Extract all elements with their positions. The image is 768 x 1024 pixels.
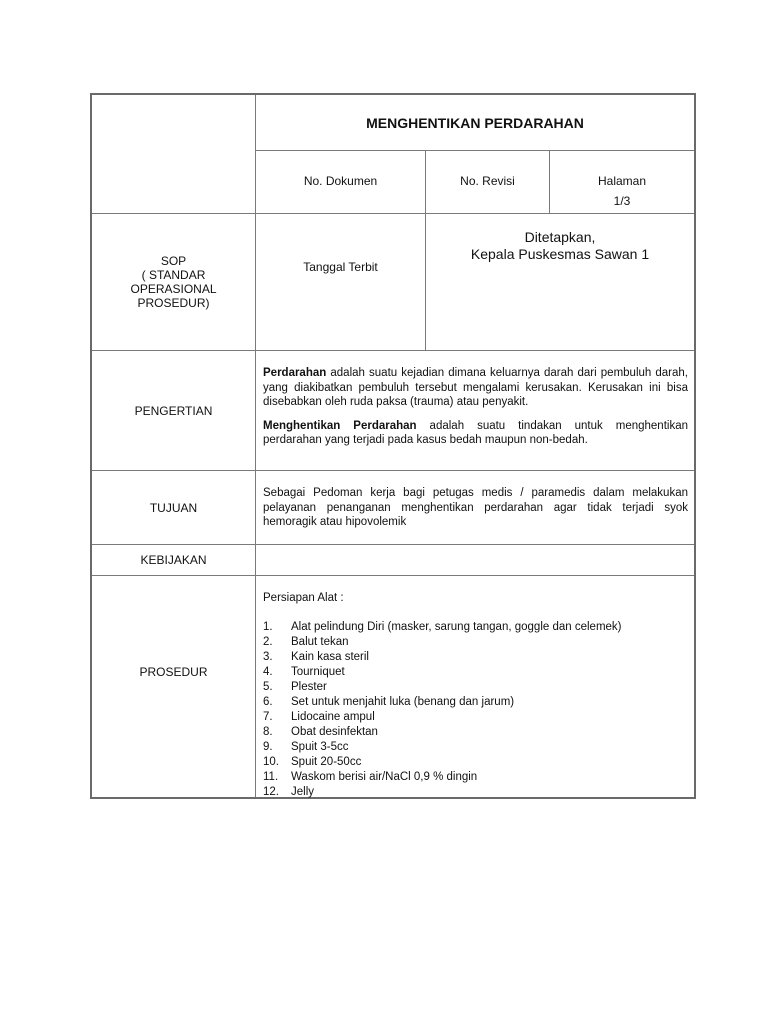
halaman-value: 1/3	[613, 194, 631, 208]
kebijakan-text	[263, 553, 688, 569]
perdarahan-term: Perdarahan	[263, 367, 327, 379]
alat-item-text: Alat pelindung Diri (masker, sarung tangan, goggle dan celemek)	[291, 621, 622, 633]
prosedur-label: PROSEDUR	[139, 665, 208, 679]
pengertian-content	[263, 366, 688, 448]
alat-item-text: Set untuk menjahit luka (benang dan jarum)	[291, 696, 515, 708]
alat-item-text: Kain kasa steril	[291, 651, 369, 663]
document-title: MENGHENTIKAN PERDARAHAN	[366, 114, 584, 131]
alat-item-text: Lidocaine ampul	[291, 711, 375, 723]
alat-item-text: Plester	[291, 681, 327, 693]
pengertian-label: PENGERTIAN	[134, 403, 213, 418]
alat-item-number: 3.	[263, 651, 273, 663]
alat-item-number: 4.	[263, 666, 273, 678]
alat-list-item	[263, 620, 688, 635]
alat-list-item	[263, 710, 688, 725]
alat-item-text: Spuit 3-5cc	[291, 741, 349, 753]
menghentikan-definition: adalah suatu tindakan untuk menghentikan perdarahan yang terjadi pada kasus bedah maupun non-bedah.	[263, 419, 688, 446]
halaman-label: Halaman	[597, 174, 647, 188]
alat-item-text: Waskom berisi air/NaCl 0,9 % dingin	[291, 771, 478, 783]
alat-item-text: Obat desinfektan	[291, 726, 378, 738]
alat-list	[263, 620, 688, 800]
ditetapkan-line2: Kepala Puskesmas Sawan 1	[470, 246, 650, 262]
no-dokumen-label: No. Dokumen	[303, 174, 378, 188]
alat-item-text: Spuit 20-50cc	[291, 756, 362, 768]
alat-list-item	[263, 755, 688, 770]
alat-item-text: Jelly	[291, 786, 315, 798]
alat-item-number: 12.	[263, 786, 279, 798]
perdarahan-definition: adalah suatu kejadian dimana keluarnya darah dari pembuluh darah, yang diakibatkan pembuluh tersebut mengalami kerusakan. Kerusakan ini bisa disebabkan oleh ruda paksa (trauma) atau penyakit.	[263, 367, 688, 408]
sop-document-table	[90, 93, 696, 799]
prosedur-content	[263, 591, 688, 800]
tujuan-text: Sebagai Pedoman kerja bagi petugas medis / paramedis dalam melakukan pelayanan penanganan menghentikan perdarahan agar tidak terjadi syok hemoragik atau hipovolemik	[263, 487, 688, 528]
alat-item-text: Tourniquet	[291, 666, 345, 678]
alat-item-text: Balut tekan	[291, 636, 349, 648]
tujuan-label: TUJUAN	[149, 500, 198, 515]
alat-item-number: 7.	[263, 711, 273, 723]
no-revisi-label: No. Revisi	[460, 174, 515, 188]
pengertian-paragraph-2	[263, 419, 688, 448]
sop-label: SOP ( STANDAR OPERASIONAL PROSEDUR)	[130, 254, 217, 310]
alat-item-number: 8.	[263, 726, 273, 738]
divider-left-column	[255, 95, 256, 797]
pengertian-paragraph-1	[263, 366, 688, 410]
alat-item-number: 10.	[263, 756, 279, 768]
alat-list-item	[263, 725, 688, 740]
alat-item-number: 6.	[263, 696, 273, 708]
alat-list-item	[263, 770, 688, 785]
alat-item-number: 11.	[263, 771, 279, 783]
menghentikan-term: Menghentikan Perdarahan	[263, 419, 417, 432]
alat-item-number: 2.	[263, 636, 273, 648]
alat-list-item	[263, 695, 688, 710]
prosedur-heading: Persiapan Alat :	[263, 592, 344, 604]
alat-item-number: 1.	[263, 621, 273, 633]
alat-list-item	[263, 680, 688, 695]
alat-list-item	[263, 785, 688, 800]
alat-item-number: 5.	[263, 681, 273, 693]
ditetapkan-block	[426, 229, 694, 263]
divider-under-title	[255, 150, 694, 151]
ditetapkan-line1: Ditetapkan,	[524, 229, 596, 245]
alat-list-item	[263, 665, 688, 680]
tanggal-terbit-label: Tanggal Terbit	[303, 260, 378, 274]
alat-list-item	[263, 650, 688, 665]
kebijakan-label: KEBIJAKAN	[140, 553, 207, 567]
alat-item-number: 9.	[263, 741, 273, 753]
alat-list-item	[263, 635, 688, 650]
alat-list-item	[263, 740, 688, 755]
